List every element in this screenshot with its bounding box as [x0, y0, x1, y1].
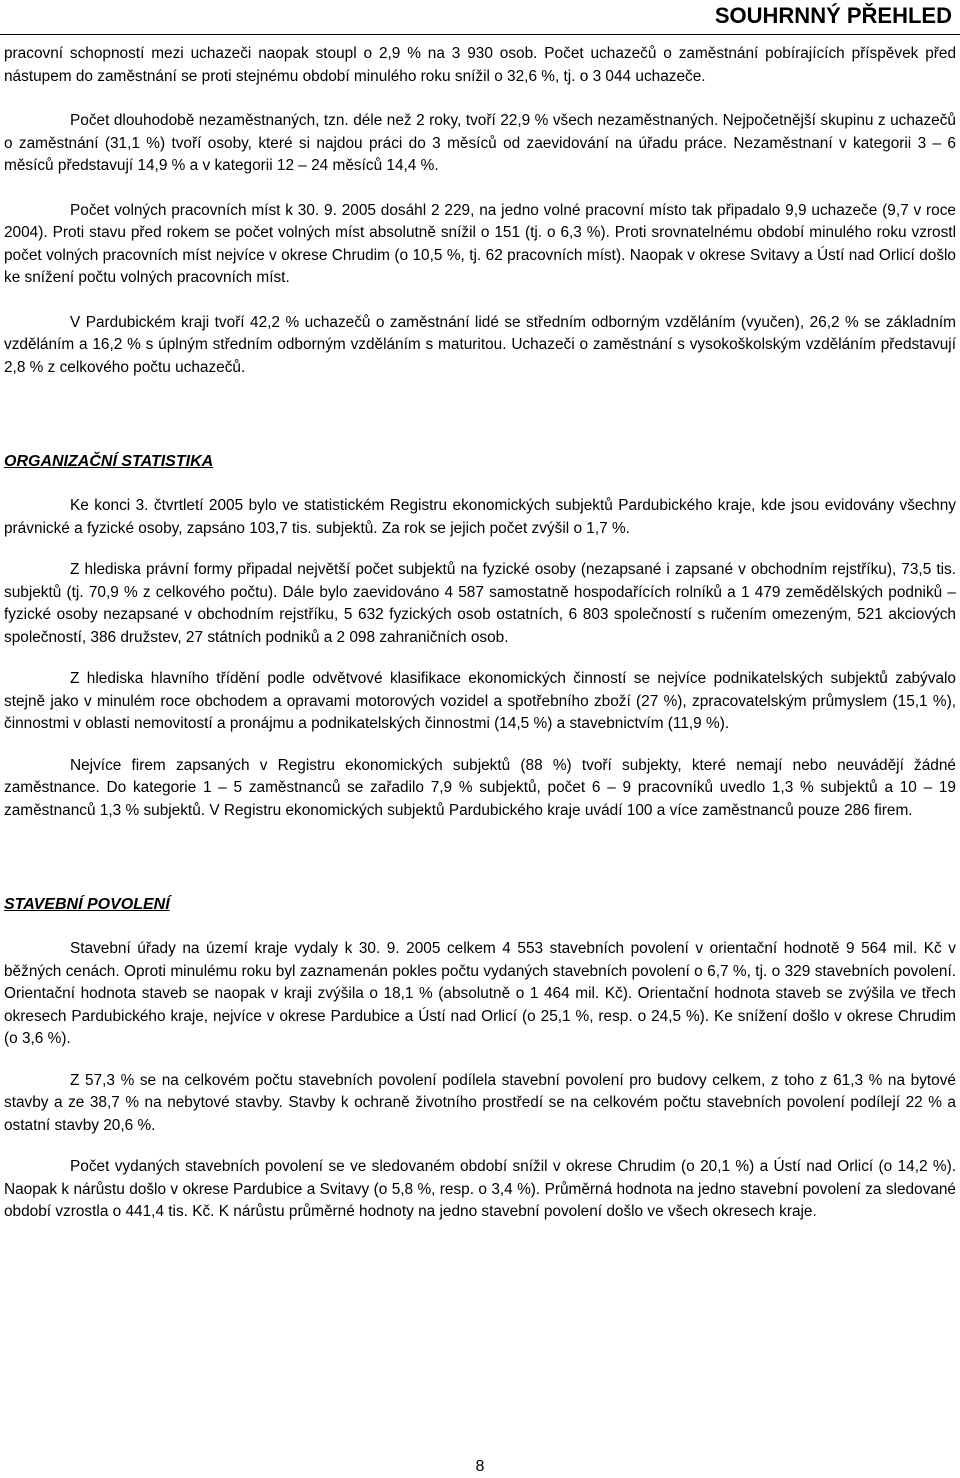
header-divider: [0, 34, 960, 35]
org-stats-paragraph-2: Z hlediska právní formy připadal největší počet subjektů na fyzické osoby (nezapsané i zapsané v obchodním rejstříku), 73,5 tis. subjektů (tj. 70,9 % z celkového počtu). Dále bylo zaevidováno 4 587 samostatně hospodařících rolníků a 1 479 zemědělských podniků – fyzické osoby nezapsané v obchodním rejstříku, 5 632 fyzických osob ostatních, 6 803 společností s ručením omezeným, 521 akciových společností, 386 družstev, 27 státních podniků a 2 098 zahraničních osob.: [4, 561, 956, 646]
building-paragraph-1: Stavební úřady na území kraje vydaly k 30. 9. 2005 celkem 4 553 stavebních povolení v orientační hodnotě 9 564 mil. Kč v běžných cenách. Oproti minulému roku byl zaznamenán pokles počtu vydaných stavebních povolení o 6,7 %, tj. o 329 stavebních povolení. Orientační hodnota staveb se naopak v kraji zvýšila o 18,1 % (absolutně o 1 464 mil. Kč). Orientační hodnota staveb se zvýšila ve třech okresech Pardubického kraje, nejvíce v okrese Pardubice a Ústí nad Orlicí (o 25,1 %, resp. o 24,5 %). Ke snížení došlo v okrese Chrudim (o 3,6 %).: [4, 940, 956, 1047]
building-paragraph-3: Počet vydaných stavebních povolení se ve sledovaném období snížil v okrese Chrudim (o 20,1 %) a Ústí nad Orlicí (o 14,2 %). Naopak k nárůstu došlo v okrese Pardubice a Svitavy (o 5,8 %, resp. o 3,4 %). Průměrná hodnota na jedno stavební povolení za sledované období vzrostla o 441,4 tis. Kč. K nárůstu průměrné hodnoty na jedno stavební povolení došlo ve všech okresech kraje.: [4, 1158, 956, 1220]
org-stats-paragraph-1: Ke konci 3. čtvrtletí 2005 bylo ve statistickém Registru ekonomických subjektů Pardubického kraje, kde jsou evidovány všechny právnické a fyzické osoby, zapsáno 103,7 tis. subjektů. Za rok se jejich počet zvýšil o 1,7 %.: [4, 497, 956, 537]
summary-paragraph-1: pracovní schopností mezi uchazeči naopak stoupl o 2,9 % na 3 930 osob. Počet uchazečů o zaměstnání pobírajících příspěvek před nástupem do zaměstnání se proti stejnému období minulého roku snížil o 32,6 %, tj. o 3 044 uchazeče.: [4, 45, 956, 85]
summary-paragraph-3: Počet volných pracovních míst k 30. 9. 2005 dosáhl 2 229, na jedno volné pracovní místo tak připadalo 9,9 uchazeče (9,7 v roce 2004). Proti stavu před rokem se počet volných míst absolutně snížil o 151 (tj. o 6,3 %). Proti srovnatelnému období minulého roku vzrostl počet volných pracovních míst nejvíce v okrese Chrudim (o 10,5 %, tj. 62 pracovních míst). Naopak v okrese Svitavy a Ústí nad Orlicí došlo ke snížení počtu volných pracovních míst.: [4, 201, 956, 286]
page-number: 8: [475, 1458, 485, 1475]
summary-paragraph-2: Počet dlouhodobě nezaměstnaných, tzn. déle než 2 roky, tvoří 22,9 % všech nezaměstnaných. Nejpočetnější skupinu z uchazečů o zaměstnání (31,1 %) tvoří osoby, které si najdou práci do 3 měsíců od zaevidování na úřadu práce. Nezaměstnaní v kategorii 3 – 6 měsíců představují 14,9 % a v kategorii 12 – 24 měsíců 14,4 %.: [4, 112, 956, 174]
building-paragraph-2: Z 57,3 % se na celkovém počtu stavebních povolení podílela stavební povolení pro budovy celkem, z toho z 61,3 % na bytové stavby a ze 38,7 % na nebytové stavby. Stavby k ochraně životního prostředí se na celkovém počtu stavebních povolení podílejí 22 % a ostatní stavby 20,6 %.: [4, 1071, 956, 1134]
section-heading-organizacni-statistika: ORGANIZAČNÍ STATISTIKA: [4, 453, 214, 470]
org-stats-paragraph-3: Z hlediska hlavního třídění podle odvětvové klasifikace ekonomických činností se nejvíce podnikatelských subjektů zabývalo stejně jako v minulém roce obchodem a opravami motorových vozidel a spotřebního zboží (27 %), zpracovatelským průmyslem (15,1 %), činnostmi v oblasti nemovitostí a pronájmu a podnikatelských činnostmi (14,5 %) a stavebnictvím (11,9 %).: [4, 670, 956, 732]
org-stats-paragraph-4: Nejvíce firem zapsaných v Registru ekonomických subjektů (88 %) tvoří subjekty, které nemají nebo neuvádějí žádné zaměstnance. Do kategorie 1 – 5 zaměstnanců se zařadilo 7,9 % subjektů, počet 6 – 9 pracovníků uvedlo 1,3 % subjektů a 10 – 19 zaměstnanců 1,3 % subjektů. V Registru ekonomických subjektů Pardubického kraje uvádí 100 a více zaměstnanců pouze 286 firem.: [4, 756, 956, 819]
summary-paragraph-4: V Pardubickém kraji tvoří 42,2 % uchazečů o zaměstnání lidé se středním odborným vzděláním (vyučen), 26,2 % se základním vzděláním a 16,2 % s úplným středním odborným vzděláním s maturitou. Uchazeči o zaměstnání s vysokoškolským vzděláním představují 2,8 % z celkového počtu uchazečů.: [4, 313, 956, 376]
page-header-title: SOUHRNNÝ PŘEHLED: [714, 3, 952, 28]
page-content: [4, 43, 956, 1224]
section-heading-stavebni-povoleni: STAVEBNÍ POVOLENÍ: [4, 896, 170, 913]
